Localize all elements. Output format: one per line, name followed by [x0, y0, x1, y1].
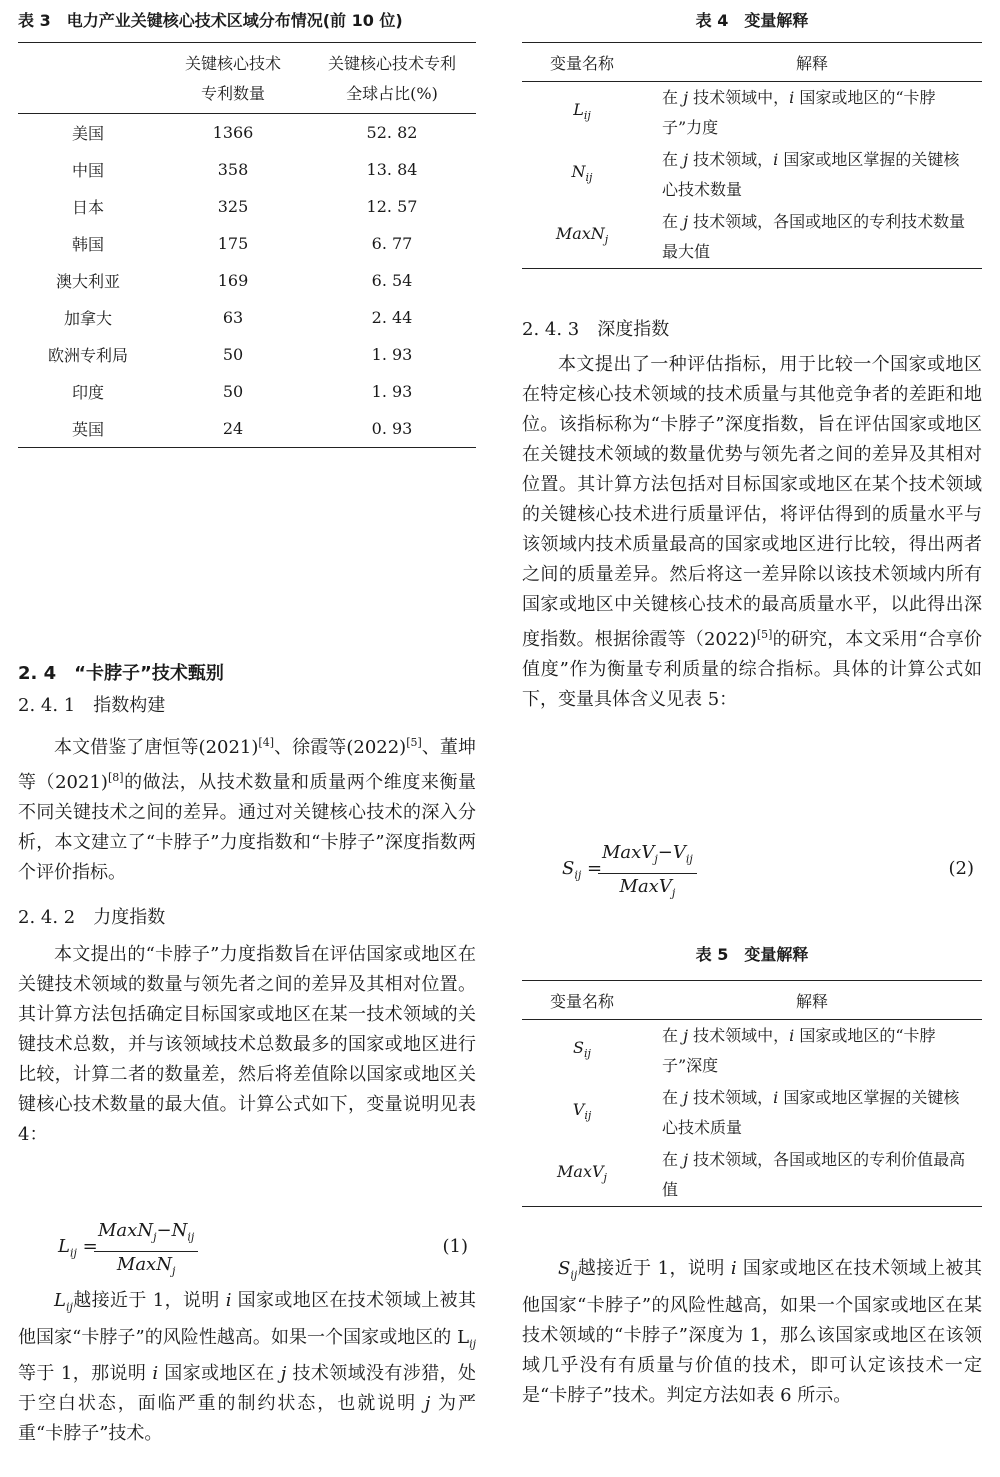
table-cell-description: 在 j 技术领域，i 国家或地区掌握的关键核心技术质量 — [662, 1088, 960, 1137]
table5-header-desc: 解释 — [642, 981, 982, 1020]
table-cell-count: 24 — [222, 419, 244, 438]
table-row — [522, 82, 982, 145]
table-cell-variable: MaxV$_j$ — [557, 1161, 607, 1185]
table-cell-share: 12. 57 — [366, 197, 418, 216]
table3-caption: 表 3 电力产业关键核心技术区域分布情况(前 10 位) — [18, 11, 403, 30]
table-row — [18, 262, 476, 299]
table-cell-description: 在 j 技术领域，i 国家或地区掌握的关键核心技术数量 — [662, 150, 960, 199]
table-cell-description: 在 j 技术领域，各国或地区的专利技术数量最大值 — [662, 212, 966, 261]
table-cell-share: 13. 84 — [366, 160, 418, 179]
table4-header-desc: 解释 — [642, 43, 982, 82]
equation-1 — [18, 1218, 476, 1280]
table5 — [522, 980, 982, 1207]
right-column — [522, 0, 982, 1477]
section-2-4-3-heading: 2. 4. 3 深度指数 — [522, 319, 670, 340]
table-cell-variable: $N_{ij}$ — [571, 161, 593, 185]
table-cell-count: 63 — [222, 308, 244, 327]
table-row — [18, 336, 476, 373]
table-cell-region: 日本 — [71, 198, 104, 217]
table-cell-share: 1. 93 — [371, 345, 413, 364]
paragraph-2-4-1: 本文借鉴了唐恒等(2021)[4]、徐霞等(2022)[5]、董坤等（2021)[8]的做法，从技术数量和质量两个维度来衡量不同关键技术之间的差异。通过对关键核心技术的深入分析，本文建立了“卡脖子”力度指数和“卡脖子”深度指数两个评价指标。 — [18, 736, 477, 883]
table-cell-variable: MaxN$_j$ — [555, 223, 609, 247]
table-cell-count: 50 — [222, 345, 244, 364]
table-cell-region: 印度 — [71, 383, 104, 402]
table-cell-count: 325 — [217, 197, 249, 216]
table4-header-row — [522, 43, 982, 82]
table-cell-description: 在 j 技术领域中，i 国家或地区的“卡脖子”深度 — [662, 1026, 936, 1075]
equation-fraction: $MaxN_j-N_{ij}$ MaxN$_j$ — [94, 1218, 198, 1284]
table-row — [18, 114, 476, 152]
equation-number: (1) — [442, 1236, 468, 1257]
table-cell-region: 欧洲专利局 — [47, 346, 128, 365]
table3-header-count: 关键核心技术 专利数量 — [158, 43, 308, 114]
table3-header-empty — [18, 43, 158, 114]
table3-header-share: 关键核心技术专利 全球占比(%) — [308, 43, 476, 114]
table4 — [522, 42, 982, 269]
table-cell-variable: $S_{ij}$ — [573, 1037, 591, 1061]
table-cell-share: 52. 82 — [366, 123, 418, 142]
table-row — [522, 1020, 982, 1083]
table-row — [522, 144, 982, 206]
table4-header-var: 变量名称 — [522, 43, 642, 82]
table-cell-description: 在 j 技术领域中，i 国家或地区的“卡脖子”力度 — [662, 88, 936, 137]
table-cell-region: 英国 — [71, 420, 104, 439]
table-cell-variable: $L_{ij}$ — [573, 99, 591, 123]
table-row — [18, 225, 476, 262]
table-row — [522, 1082, 982, 1144]
table-cell-count: 1366 — [212, 123, 254, 142]
equation-number: (2) — [948, 858, 974, 879]
table-cell-region: 加拿大 — [63, 309, 112, 328]
table-cell-share: 6. 77 — [371, 234, 413, 253]
table-cell-share: 6. 54 — [371, 271, 413, 290]
equation-lhs: $S_{ij}$ = — [562, 858, 603, 882]
table-row — [18, 188, 476, 225]
paragraph-2-4-3: 本文提出了一种评估指标，用于比较一个国家或地区在特定核心技术领域的技术质量与其他竞争者的差距和地位。该指标称为“卡脖子”深度指数，旨在评估国家或地区在关键技术领域的数量优势与领先者之间的差异及其相对位置。其计算方法包括对目标国家或地区在某个技术领域的关键核心技术进行质量评估，将评估得到的质量水平与该领域内技术质量最高的国家或地区进行比较，得出两者之间的质量差异。然后将这一差异除以该技术领域内所有国家或地区中关键核心技术的最高质量水平，以此得出深度指数。根据徐霞等（2022)[5]的研究，本文采用“合享价值度”作为衡量专利质量的综合指标。具体的计算公式如下，变量具体含义见表 5： — [522, 354, 982, 710]
table-row — [18, 299, 476, 336]
paragraph-after-eq2: $S_{ij}$越接近于 1，说明 i 国家或地区在技术领域上被其他国家“卡脖子”的风险性越高，如果一个国家或地区在某技术领域的“卡脖子”深度为 1，那么该国家或地区在该领域几乎没有有质量与价值的技术，即可认定该技术一定是“卡脖子”技术。判定方法如表 6 所示。 — [522, 1258, 982, 1406]
table-cell-region: 美国 — [71, 124, 104, 143]
table-cell-count: 175 — [217, 234, 249, 253]
table5-header-row — [522, 981, 982, 1020]
table-row — [522, 1144, 982, 1207]
table5-caption: 表 5 变量解释 — [695, 945, 809, 964]
table3-body — [18, 114, 476, 448]
paragraph-2-4-2: 本文提出的“卡脖子”力度指数旨在评估国家或地区在关键技术领域的数量与领先者之间的差异及其相对位置。其计算方法包括确定目标国家或地区在某一技术领域的关键技术总数，并与该领域技术总数最多的国家或地区进行比较，计算二者的数量差，然后将差值除以国家或地区关键核心技术数量的最大值。计算公式如下，变量说明见表 4： — [18, 944, 476, 1145]
table3-header-row — [18, 43, 476, 114]
table4-caption: 表 4 变量解释 — [695, 11, 809, 30]
table-cell-share: 0. 93 — [371, 419, 413, 438]
table-cell-count: 358 — [217, 160, 249, 179]
table5-header-var: 变量名称 — [522, 981, 642, 1020]
section-2-4-2-heading: 2. 4. 2 力度指数 — [18, 907, 166, 928]
table-cell-count: 50 — [222, 382, 244, 401]
section-2-4-1-heading: 2. 4. 1 指数构建 — [18, 695, 166, 716]
table3 — [18, 42, 476, 448]
left-column — [18, 0, 476, 1477]
table-row — [18, 373, 476, 410]
table5-body — [522, 1020, 982, 1207]
table-cell-count: 169 — [217, 271, 249, 290]
table-cell-share: 2. 44 — [371, 308, 413, 327]
table-row — [18, 151, 476, 188]
table4-body — [522, 82, 982, 269]
table-cell-share: 1. 93 — [371, 382, 413, 401]
table-cell-region: 中国 — [71, 161, 104, 180]
equation-fraction: $MaxV_j-V_{ij}$ MaxV$_j$ — [598, 840, 697, 906]
table-cell-region: 澳大利亚 — [55, 272, 120, 291]
equation-lhs: $L_{ij}$ = — [58, 1236, 98, 1260]
table-cell-variable: $V_{ij}$ — [572, 1099, 592, 1123]
table-cell-region: 韩国 — [71, 235, 104, 254]
section-2-4-heading: 2. 4 “卡脖子”技术甄别 — [18, 663, 224, 684]
paragraph-after-eq1: $L_{ij}$越接近于 1，说明 i 国家或地区在技术领域上被其他国家“卡脖子”的风险性越高。如果一个国家或地区的 $L_{ij}$等于 1，那说明 i 国家或地区在 j 技术领域没有涉猎，处于空白状态，面临严重的制约状态，也就说明 j 为严重“卡脖子”技术。 — [18, 1290, 476, 1445]
equation-2 — [522, 840, 982, 902]
table-row — [522, 206, 982, 269]
table-row — [18, 410, 476, 448]
table-cell-description: 在 j 技术领域，各国或地区的专利价值最高值 — [662, 1150, 966, 1199]
